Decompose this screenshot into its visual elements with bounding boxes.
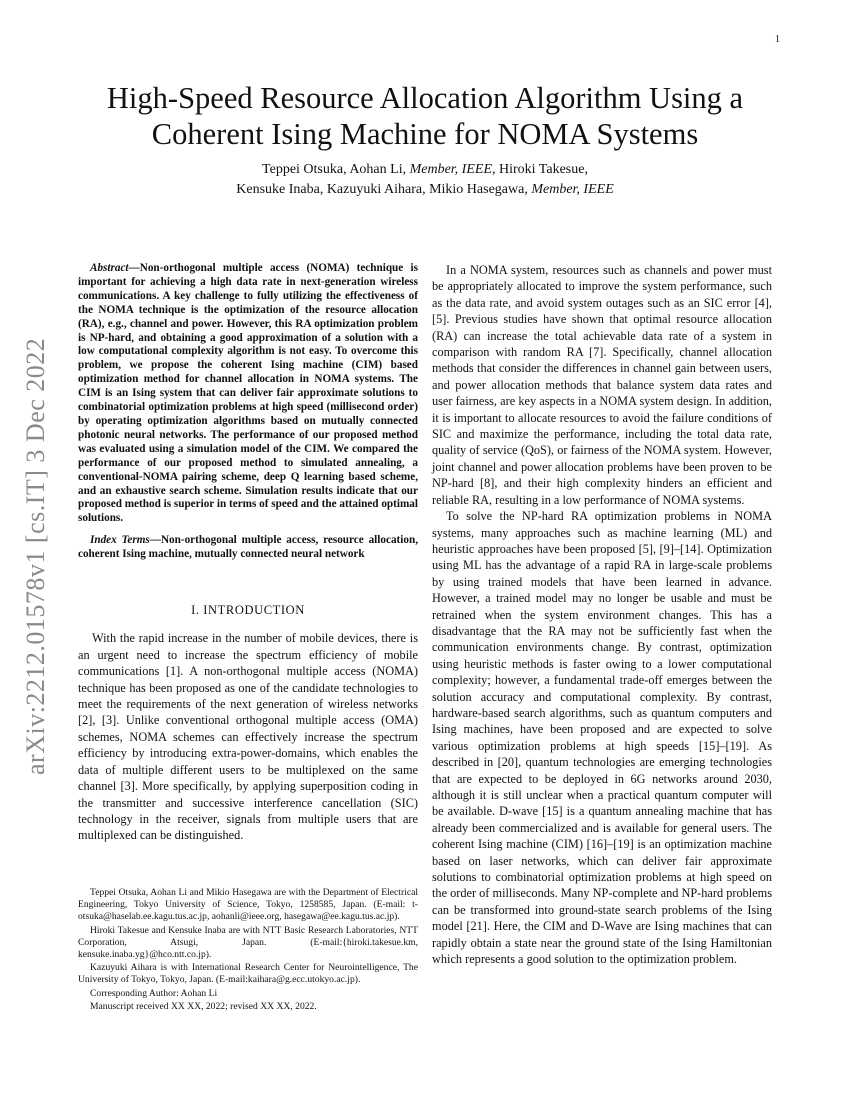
author-line-1: [60, 160, 790, 180]
footnote: Manuscript received XX XX, 2022; revised XX XX, 2022.: [90, 1000, 317, 1012]
author-line-2: [60, 180, 790, 200]
footnote: Corresponding Author: Aohan Li: [90, 987, 218, 999]
section-heading: I. INTRODUCTION: [191, 603, 305, 618]
abstract: [78, 262, 418, 526]
author-names: Kensuke Inaba, Kazuyuki Aihara, Mikio Hasegawa,: [236, 182, 532, 197]
paper-title: High-Speed Resource Allocation Algorithm Using a Coherent Ising Machine for NOMA Systems: [106, 81, 744, 151]
index-terms: [78, 534, 418, 562]
author-membership: Member, IEEE: [409, 162, 492, 177]
arxiv-identifier: arXiv:2212.01578v1 [cs.IT] 3 Dec 2022: [21, 337, 50, 775]
footnote: Teppei Otsuka, Aohan Li and Mikio Hasegawa are with the Department of Electrical Engineering, Tokyo University of Science, Tokyo, 1258585, Japan. (E-mail: t-otsuka@haselab.ee.kagu.tus.ac.jp, aohanli@ieee.org, hasegawa@ee.kagu.tus.ac.jp).: [78, 887, 418, 923]
author-membership: Member, IEEE: [531, 182, 614, 197]
abstract-text: —Non-orthogonal multiple access (NOMA) technique is important for achieving a high data rate in next-generation wireless communications. A key challenge to fully utilizing the effectiveness of the NOMA technique is the optimization of the resource allocation (RA), e.g., channel and power. However, this RA optimization problem is NP-hard, and obtaining a good approximation of a solution with a low computational complexity algorithm is not easy. To overcome this problem, we propose the coherent Ising machine (CIM) based optimization method for channel allocation in NOMA systems. The CIM is an Ising system that can deliver fair approximate solutions to combinatorial optimization problems at high speed (millisecond order) by operating optimization algorithms based on mutually connected photonic neural networks. The performance of our proposed method was evaluated using a simulation model of the CIM. We compared the performance of our proposed method to simulated annealing, a conventional-NOMA pairing scheme, deep Q learning based scheme, and an exhaustive search scheme. Simulation results indicate that our proposed method is superior in terms of speed and the attained optimal solutions.: [78, 262, 418, 525]
body-paragraph: With the rapid increase in the number of mobile devices, there is an urgent need to increase the spectrum efficiency of mobile communications [1]. A non-orthogonal multiple access (NOMA) technique has been proposed as one of the candidate technologies to meet the requirements of the next generation of wireless networks [2], [3]. Unlike conventional orthogonal multiple access (OMA) schemes, NOMA schemes can effectively increase the spectrum efficiency by introducing extra-power-domains, which enables the data of multiple different users to be multiplexed on the same channel [3]. More specifically, by applying superposition coding in the transmitter and successive interference cancellation (SIC) technology in the receiver, signals from multiple users that are multiplexed can be distinguished.: [78, 631, 418, 843]
index-terms-text: —Non-orthogonal multiple access, resource allocation, coherent Ising machine, mutually connected neural network: [78, 534, 418, 561]
author-names: Teppei Otsuka, Aohan Li,: [262, 162, 410, 177]
page-number: 1: [775, 34, 780, 45]
body-paragraph: In a NOMA system, resources such as channels and power must be appropriately allocated to improve the system performance, such as the data rate, and avoid system outages such as an SIC error [4], [5]. Previous studies have shown that optimal resource allocation (RA) can increase the total achievable data rate of a system in comparison with random RA [7]. Specifically, channel allocation methods that consider the differences in channel gain between users, and power allocation methods that balance system data rates and user fairness, are key aspects in a NOMA system design. In addition, it is important to allocate resources to avoid the failure conditions of SIC and maximize the performance, including the total data rate, quality of service (QoS), or fairness of the NOMA system. However, joint channel and power allocation problems have been proven to be NP-hard [8], and their high complexity hinders an efficient and reliable RA, resulting in a low performance of NOMA systems.: [432, 263, 772, 507]
right-column: [432, 262, 772, 967]
footnote: Hiroki Takesue and Kensuke Inaba are with NTT Basic Research Laboratories, NTT Corporation, Atsugi, Japan. (E-mail:{hiroki.takesue.km, kensuke.inaba.yg}@hco.ntt.co.jp).: [78, 924, 418, 961]
index-terms-label: Index Terms: [90, 534, 150, 547]
body-paragraph: To solve the NP-hard RA optimization problems in NOMA systems, many approaches such as machine learning (ML) and heuristic approaches have been proposed [5], [9]–[14]. Optimization using ML has the advantage of a rapid RA in large-scale problems by using trained models that have been learned in advance. However, a trained model may no longer be usable and must be retrained when the system environment changes. This has a disadvantage that the RA may not be sufficiently fast when the communication environments change. By contrast, optimization using heuristic methods is faster owing to a lower computational complexity; however, a fundamental trade-off emerges between the solution accuracy and computational complexity. By contrast, hardware-based search algorithms, such as quantum computers and Ising machines, have been proposed and are expected to solve various optimization problems at high speeds [15]–[19]. As described in [20], quantum technologies are emerging technologies that are expected to be deployed in 6G networks around 2030, although it is still unclear when a practical quantum computer will be available. D-wave [15] is a quantum annealing machine that has already been commercialized and is available for general users. The coherent Ising machine (CIM) [16]–[19] is an optimization machine based on laser networks, which can deliver fair approximate solutions to combinatorial optimization problems at high speed on the order of milliseconds. Many NP-complete and NP-hard problems can be transformed into ground-state search problems of the Ising model [21]. Here, the CIM and D-Wave are Ising machines that can rapidly obtain a state near the ground state of the Ising Hamiltonian which represents a good solution to the optimization problem.: [432, 509, 772, 967]
abstract-label: Abstract: [90, 262, 129, 274]
left-column: [78, 262, 418, 844]
author-list: [60, 160, 790, 200]
footnote: Kazuyuki Aihara is with International Research Center for Neurointelligence, The University of Tokyo, Tokyo, Japan. (E-mail:kaihara@g.ecc.utokyo.ac.jp).: [78, 962, 418, 986]
author-names: , Hiroki Takesue,: [492, 162, 588, 177]
footnotes: [78, 887, 418, 1014]
